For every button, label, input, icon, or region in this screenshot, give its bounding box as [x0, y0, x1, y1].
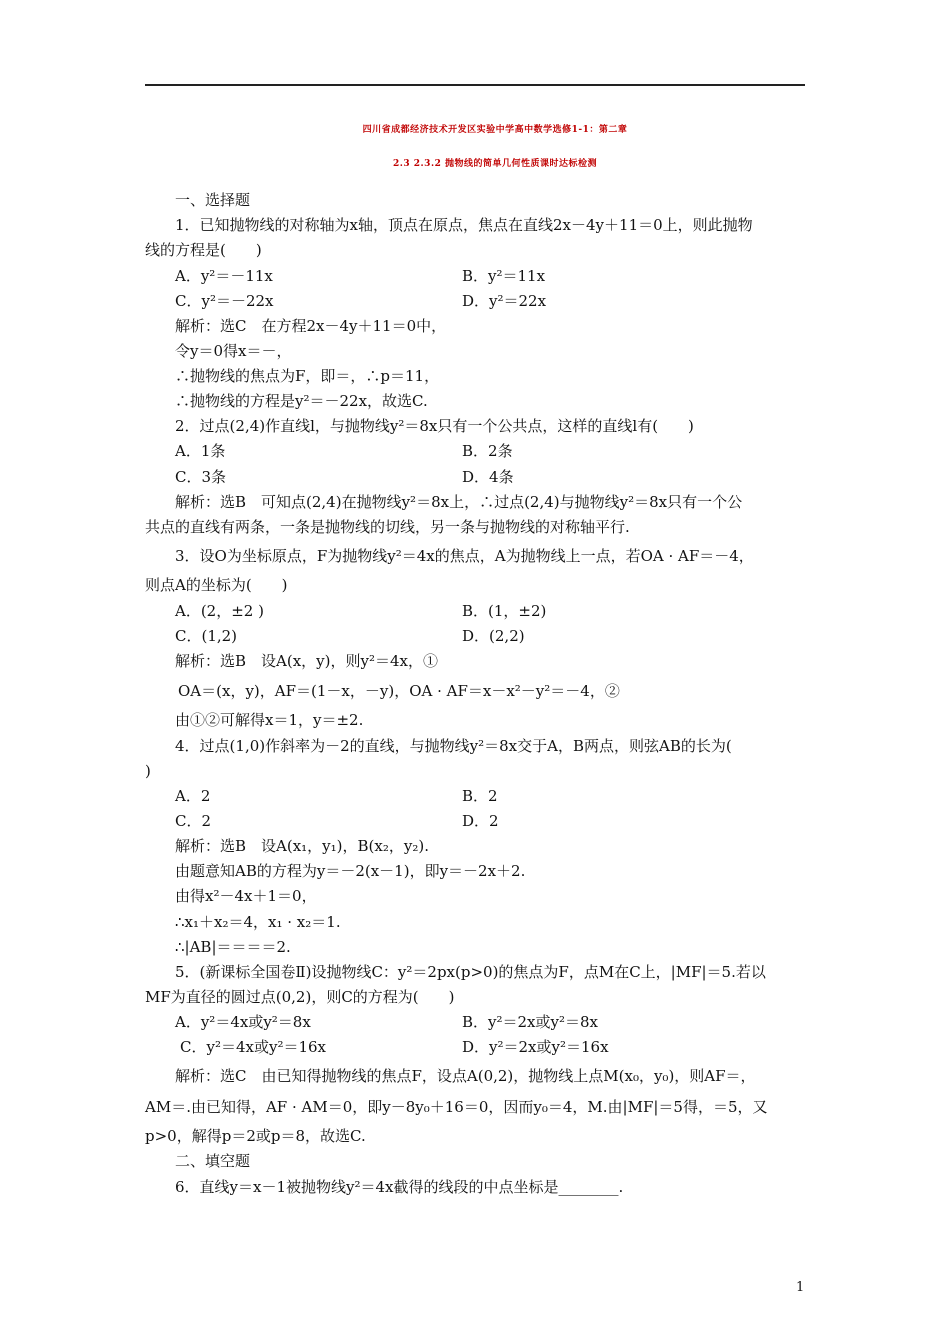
option: D．y²＝22x [462, 292, 547, 310]
option: A．(2，±2 ) [175, 602, 264, 620]
text-line: MF为直径的圆过点(0,2)，则C的方程为( ) [145, 988, 455, 1006]
header-rule [145, 84, 805, 86]
text-line: 则点A的坐标为( ) [145, 576, 288, 594]
option: D．(2,2) [462, 627, 525, 645]
text-line: 解析：选B 设A(x，y)，则y²＝4x，① [175, 652, 438, 670]
text-line: p>0，解得p＝2或p＝8，故选C. [145, 1127, 366, 1145]
option: A．y²＝4x或y²＝8x [175, 1013, 311, 1031]
text-line: ) [145, 762, 151, 780]
option: A．2 [175, 787, 211, 805]
option: C．2 [175, 812, 212, 830]
text-line: OA＝(x，y)，AF＝(1－x，－y)，OA · AF＝x－x²－y²＝－4，② [178, 682, 620, 700]
text-line: 由题意知AB的方程为y＝－2(x－1)，即y＝－2x＋2. [175, 862, 526, 880]
text-line: 2．过点(2,4)作直线l，与抛物线y²＝8x只有一个公共点，这样的直线l有( ) [175, 417, 694, 435]
option: C．(1,2) [175, 627, 238, 645]
text-line: 由①②可解得x＝1，y＝±2. [175, 711, 364, 729]
text-line: 共点的直线有两条，一条是抛物线的切线，另一条与抛物线的对称轴平行. [145, 518, 630, 536]
text-line: 解析：选C 在方程2x－4y＋11＝0中， [175, 317, 447, 335]
option: A．1条 [175, 442, 226, 460]
text-line: AM＝.由已知得，AF · AM＝0，即y－8y₀＋16＝0，因而y₀＝4，M.由|MF|＝5得，＝5，又 [145, 1098, 768, 1116]
text-line: 线的方程是( ) [145, 241, 262, 259]
option: B．2 [462, 787, 498, 805]
text-line: ∴抛物线的焦点为F，即＝，∴p＝11， [175, 367, 440, 385]
option: B．2条 [462, 442, 513, 460]
option: B．(1，±2) [462, 602, 547, 620]
text-line: 5．(新课标全国卷Ⅱ)设抛物线C：y²＝2px(p>0)的焦点为F，点M在C上，|MF|＝5.若以 [175, 963, 766, 981]
text-line: 4．过点(1,0)作斜率为－2的直线，与抛物线y²＝8x交于A，B两点，则弦AB的长为( [175, 737, 732, 755]
section-heading: 二、填空题 [175, 1152, 251, 1170]
option: C．y²＝4x或y²＝16x [180, 1038, 327, 1056]
text-line: 3．设O为坐标原点，F为抛物线y²＝4x的焦点，A为抛物线上一点，若OA · AF＝－4， [175, 547, 754, 565]
text-line: 由得x²－4x＋1＝0， [175, 887, 317, 905]
option: D．2 [462, 812, 499, 830]
text-line: 解析：选B 可知点(2,4)在抛物线y²＝8x上，∴过点(2,4)与抛物线y²＝8x只有一个公 [175, 493, 743, 511]
option: D．4条 [462, 468, 514, 486]
option: C．y²＝－22x [175, 292, 274, 310]
text-line: 解析：选C 由已知得抛物线的焦点F，设点A(0,2)，抛物线上点M(x₀，y₀)，则AF＝， [175, 1067, 756, 1085]
text-line: 令y＝0得x＝－， [175, 342, 292, 360]
page-number: 1 [796, 1280, 805, 1295]
text-line: ∴抛物线的方程是y²＝－22x，故选C. [175, 392, 428, 410]
option: A．y²＝－11x [175, 267, 273, 285]
text-line: ∴x₁＋x₂＝4，x₁ · x₂＝1. [175, 913, 341, 931]
text-line: 解析：选B 设A(x₁，y₁)，B(x₂，y₂). [175, 837, 429, 855]
text-line: ∴|AB|＝＝＝＝2. [175, 938, 291, 956]
option: B．y²＝2x或y²＝8x [462, 1013, 599, 1031]
document-title-line-1: 四川省成都经济技术开发区实验中学高中数学选修1-1：第二章 [362, 125, 628, 135]
section-heading: 一、选择题 [175, 191, 251, 209]
text-line: 1．已知抛物线的对称轴为x轴，顶点在原点，焦点在直线2x－4y＋11＝0上，则此抛物 [175, 216, 753, 234]
document-title-line-2: 2.3 2.3.2 抛物线的简单几何性质课时达标检测 [393, 159, 597, 169]
option: B．y²＝11x [462, 267, 546, 285]
option: C．3条 [175, 468, 227, 486]
option: D．y²＝2x或y²＝16x [462, 1038, 609, 1056]
text-line: 6．直线y＝x－1被抛物线y²＝4x截得的线段的中点坐标是________. [175, 1178, 624, 1196]
